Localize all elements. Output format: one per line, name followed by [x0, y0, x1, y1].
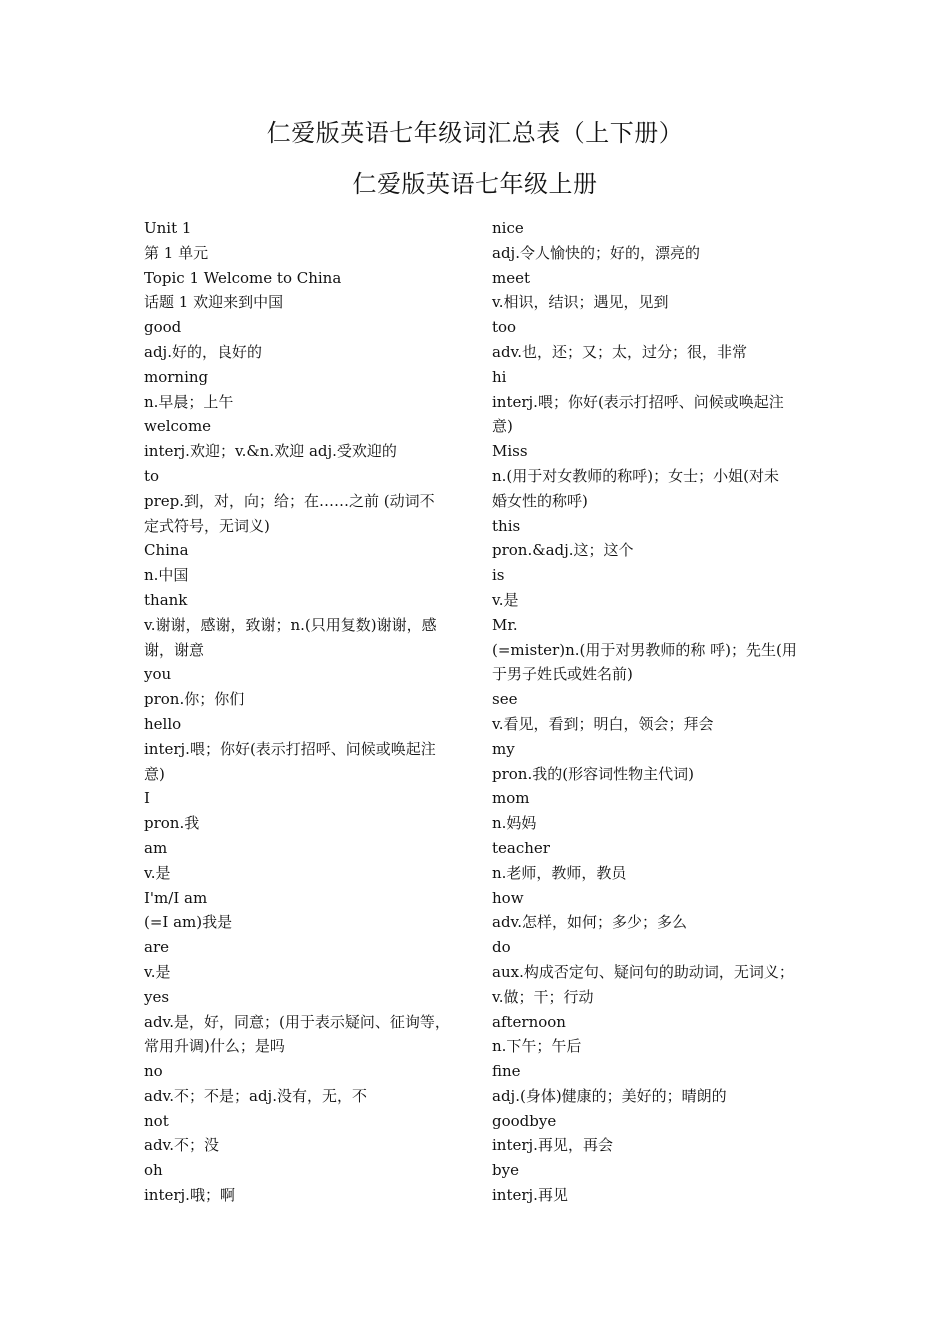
vocab-line: n.妈妈: [492, 814, 537, 833]
vocab-line: too: [492, 318, 517, 337]
vocab-line: thank: [144, 590, 188, 609]
vocab-line: 谢，谢意: [144, 640, 205, 659]
vocab-line: (=mister)n.(用于对男教师的称 呼)；先生(用: [492, 640, 797, 659]
vocab-line: adj.令人愉快的；好的，漂亮的: [492, 243, 700, 262]
vocab-line: 于男子姓氏或姓名前): [492, 665, 633, 684]
vocab-line: n.(用于对女教师的称呼)；女士；小姐(对未: [492, 466, 779, 485]
vocab-line: adv.不；没: [144, 1136, 220, 1155]
vocab-line: v.相识，结识；遇见，见到: [492, 293, 669, 312]
vocab-line: goodbye: [492, 1111, 557, 1130]
vocab-line: meet: [492, 268, 531, 287]
vocab-line: mom: [492, 789, 530, 808]
vocab-line: Unit 1: [144, 219, 192, 237]
vocab-line: pron.我: [144, 814, 200, 833]
vocab-line: Miss: [492, 442, 528, 461]
vocab-line: 意): [144, 764, 165, 783]
vocab-line: adv.是，好，同意；(用于表示疑问、征询等，: [144, 1012, 450, 1031]
vocab-line: adv.怎样，如何；多少；多么: [492, 913, 688, 932]
vocab-line: welcome: [144, 417, 212, 436]
vocab-line: 意): [492, 417, 513, 436]
vocab-line: v.看见，看到；明白，领会；拜会: [492, 714, 714, 733]
vocab-line: interj.再见，再会: [492, 1136, 613, 1155]
vocab-line: oh: [144, 1161, 163, 1180]
vocab-line: Mr.: [492, 615, 518, 634]
vocab-line: v.做；干；行动: [492, 987, 594, 1006]
vocab-line: aux.构成否定句、疑问句的助动词，无词义；: [492, 962, 794, 981]
vocab-line: adj.好的，良好的: [144, 342, 262, 361]
vocab-line: interj.再见: [492, 1186, 568, 1205]
vocab-column-left: [144, 216, 462, 1208]
vocab-line: interj.哦；啊: [144, 1186, 235, 1205]
vocab-line: v.谢谢，感谢，致谢；n.(只用复数)谢谢，感: [144, 615, 437, 634]
vocab-column-right: [492, 216, 810, 1208]
vocab-line: Topic 1 Welcome to China: [144, 268, 342, 287]
vocab-line: my: [492, 739, 515, 758]
vocab-line: (=I am)我是: [144, 913, 233, 932]
vocab-line: yes: [144, 987, 170, 1006]
vocab-line: teacher: [492, 838, 550, 857]
vocab-line: I: [144, 789, 150, 808]
vocab-line: am: [144, 838, 168, 857]
vocab-line: 第 1 单元: [144, 243, 209, 262]
vocab-line: n.老师，教师，教员: [492, 863, 627, 882]
vocab-line: interj.喂；你好(表示打招呼、问候或唤起注: [144, 739, 436, 758]
document-title: 仁爱版英语七年级词汇总表（上下册）: [266, 119, 684, 147]
vocab-line: 婚女性的称呼): [492, 491, 588, 510]
vocab-line: morning: [144, 367, 209, 386]
vocab-line: fine: [492, 1062, 521, 1081]
vocab-line: 定式符号，无词义): [144, 516, 270, 535]
vocab-line: interj.喂；你好(表示打招呼、问候或唤起注: [492, 392, 784, 411]
vocab-line: v.是: [144, 863, 171, 882]
vocab-line: n.早晨；上午: [144, 392, 234, 411]
vocab-line: to: [144, 466, 160, 485]
vocab-line: adv.不；不是；adj.没有，无，不: [144, 1086, 367, 1105]
vocab-line: 常用升调)什么；是吗: [144, 1037, 285, 1056]
vocab-line: n.下午；午后: [492, 1037, 582, 1056]
vocab-line: do: [492, 938, 511, 957]
vocab-line: v.是: [492, 590, 519, 609]
vocab-line: bye: [492, 1161, 519, 1180]
vocab-line: adv.也，还；又；太，过分；很，非常: [492, 342, 748, 361]
vocab-line: afternoon: [492, 1012, 566, 1031]
vocab-line: hi: [492, 367, 507, 386]
vocab-line: pron.&adj.这；这个: [492, 541, 634, 560]
vocab-line: is: [492, 566, 505, 585]
vocab-line: I'm/I am: [144, 888, 208, 907]
vocab-line: how: [492, 888, 524, 907]
vocab-line: hello: [144, 714, 182, 733]
vocab-line: pron.你；你们: [144, 690, 245, 709]
vocab-line: no: [144, 1062, 163, 1081]
vocab-line: not: [144, 1111, 169, 1130]
vocab-line: nice: [492, 219, 524, 237]
vocab-line: adj.(身体)健康的；美好的；晴朗的: [492, 1086, 727, 1105]
vocab-line: this: [492, 516, 521, 535]
vocab-line: see: [492, 690, 518, 709]
vocab-line: prep.到，对，向；给；在……之前 (动词不: [144, 491, 435, 510]
document-subtitle: 仁爱版英语七年级上册: [352, 170, 598, 198]
vocab-line: interj.欢迎；v.&n.欢迎 adj.受欢迎的: [144, 442, 397, 461]
vocab-line: 话题 1 欢迎来到中国: [144, 293, 284, 312]
vocab-line: are: [144, 938, 169, 957]
vocab-line: good: [144, 318, 182, 337]
vocab-line: China: [144, 541, 189, 560]
vocab-line: you: [144, 665, 172, 684]
vocab-line: pron.我的(形容词性物主代词): [492, 764, 694, 783]
vocab-line: v.是: [144, 962, 171, 981]
vocab-line: n.中国: [144, 566, 189, 585]
